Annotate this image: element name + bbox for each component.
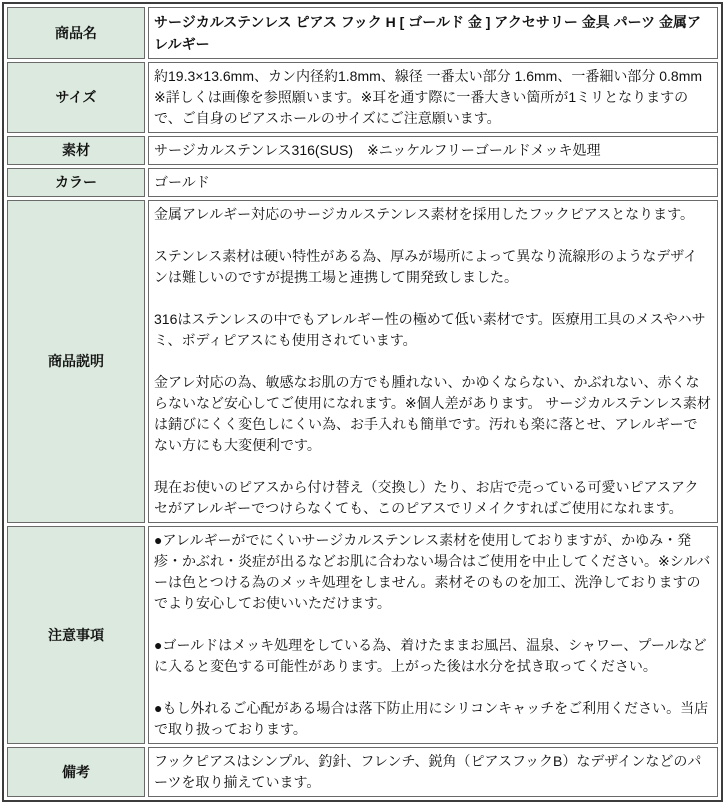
description-paragraph: 現在お使いのピアスから付け替え（交換し）たり、お店で売っている可愛いピアスアクセがアレルギーでつけらなくても、このピアスでリメイクすればご使用になれます。 <box>154 479 699 516</box>
remarks-text: フックピアスはシンプル、釣針、フレンチ、鋭角（ピアスフックB）なデザインなどのパーツを取り揃えています。 <box>154 753 702 790</box>
table-row <box>7 136 718 165</box>
precaution-paragraph: ●ゴールドはメッキ処理をしている為、着けたままお風呂、温泉、シャワー、プールなどに入ると変色する可能性があります。上がった後は水分を拭き取ってください。 <box>154 637 707 674</box>
table-row <box>7 200 718 523</box>
description-paragraph: 金属アレルギー対応のサージカルステンレス素材を採用したフックピアスとなります。 <box>154 206 694 222</box>
row-label-color: カラー <box>7 168 145 197</box>
description-paragraph: 316はステンレスの中でもアレルギー性の極めて低い素材です。医療用工具のメスやハサミ、ボディピアスにも使用されています。 <box>154 311 706 348</box>
precaution-paragraph: ●もし外れるご心配がある場合は落下防止用にシリコンキャッチをご利用ください。当店で取り扱っております。 <box>154 700 709 737</box>
row-content-precautions <box>148 526 718 744</box>
color-text: ゴールド <box>154 174 210 190</box>
product-name-text: サージカルステンレス ピアス フック H [ ゴールド 金 ] アクセサリー 金具 パーツ 金属アレルギー <box>154 14 701 52</box>
table-row <box>7 62 718 133</box>
size-text: 約19.3×13.6mm、カン内径約1.8mm、線径 一番太い部分 1.6mm、一番細い部分 0.8mm ※詳しくは画像を参照願います。※耳を通す際に一番大きい箇所が1ミリとなりますので、ご自身のピアスホールのサイズにご注意願います。 <box>154 68 703 126</box>
row-label-size: サイズ <box>7 62 145 133</box>
material-text: サージカルステンレス316(SUS) ※ニッケルフリーゴールドメッキ処理 <box>154 142 601 158</box>
row-content-material <box>148 136 718 165</box>
description-paragraph: ステンレス素材は硬い特性がある為、厚みが場所によって異なり流線形のようなデザインは難しいのですが提携工場と連携して開発致しました。 <box>154 248 698 285</box>
row-label-precautions: 注意事項 <box>7 526 145 744</box>
row-label-description: 商品説明 <box>7 200 145 523</box>
row-content-description <box>148 200 718 523</box>
row-label-material: 素材 <box>7 136 145 165</box>
row-content-product-name <box>148 7 718 59</box>
table-row <box>7 526 718 744</box>
precaution-paragraph: ●アレルギーがでにくいサージカルステンレス素材を使用しておりますが、かゆみ・発疹・かぶれ・炎症が出るなどお肌に合わない場合はご使用を中止してください。※シルバーは色とつける為のメッキ処理をしません。素材そのものを加工、洗浄しておりますのでより安心してお使いいただけます。 <box>154 532 711 611</box>
description-paragraph: 金アレ対応の為、敏感なお肌の方でも腫れない、かゆくならない、かぶれない、赤くならないなど安心してご使用になれます。※個人差があります。 サージカルステンレス素材は錆びにくく変色しにくい為、お手入れも簡単です。汚れも楽に落とせ、アレルギーでない方にも大変便利です。 <box>154 374 711 453</box>
row-content-color <box>148 168 718 197</box>
row-label-remarks: 備考 <box>7 747 145 797</box>
product-spec-table <box>2 2 723 802</box>
table-row <box>7 168 718 197</box>
table-row <box>7 7 718 59</box>
row-label-product-name: 商品名 <box>7 7 145 59</box>
row-content-size <box>148 62 718 133</box>
